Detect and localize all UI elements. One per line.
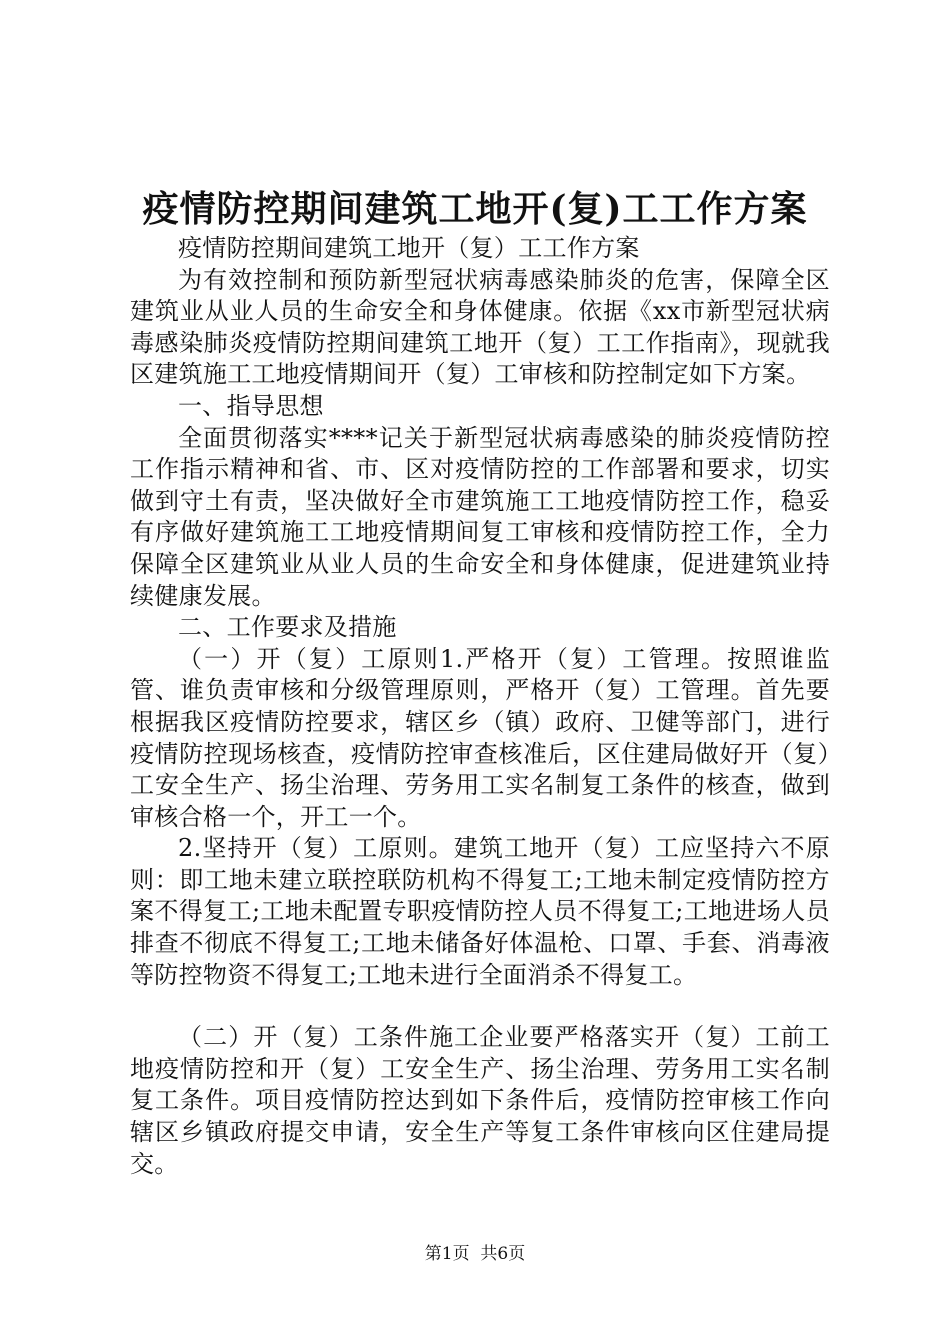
section-heading-guiding-thought: 一、指导思想 bbox=[178, 391, 324, 420]
conditions-paragraph: （二）开（复）工条件施工企业要严格落实开（复）工前工地疫情防控和开（复）工安全生产、扬尘治理、劳务用工实名制复工条件。项目疫情防控达到如下条件后，疫情防控审核工作向辖区乡镇政府提交申请，安全生产等复工条件审核向区住建局提交。 bbox=[130, 1023, 830, 1178]
page-total: 共6页 bbox=[480, 1244, 526, 1264]
document-title: 疫情防控期间建筑工地开(复)工工作方案 bbox=[142, 188, 808, 230]
section-heading-requirements: 二、工作要求及措施 bbox=[178, 613, 397, 642]
guiding-thought-paragraph: 全面贯彻落实****记关于新型冠状病毒感染的肺炎疫情防控工作指示精神和省、市、区对疫情防控的工作部署和要求，切实做到守土有责，坚决做好全市建筑施工工地疫情防控工作，稳妥有序做好建筑施工工地疫情期间复工审核和疫情防控工作，全力保障全区建筑业从业人员的生命安全和身体健康，促进建筑业持续健康发展。 bbox=[130, 423, 830, 610]
subtitle-paragraph: 疫情防控期间建筑工地开（复）工工作方案 bbox=[178, 234, 640, 262]
principle-paragraph-1: （一）开（复）工原则1.严格开（复）工管理。按照谁监管、谁负责审核和分级管理原则，严格开（复）工管理。首先要根据我区疫情防控要求，辖区乡（镇）政府、卫健等部门，进行疫情防控现场核查，疫情防控审查核准后，区住建局做好开（复）工安全生产、扬尘治理、劳务用工实名制复工条件的核查，做到审核合格一个，开工一个。 bbox=[130, 644, 830, 831]
intro-paragraph: 为有效控制和预防新型冠状病毒感染肺炎的危害，保障全区建筑业从业人员的生命安全和身体健康。依据《xx市新型冠状病毒感染肺炎疫情防控期间建筑工地开（复）工工作指南》，现就我区建筑施工工地疫情期间开（复）工审核和防控制定如下方案。 bbox=[130, 265, 830, 389]
page-number: 第1页 bbox=[424, 1244, 470, 1264]
principle-paragraph-2: 2.坚持开（复）工原则。建筑工地开（复）工应坚持六不原则：即工地未建立联控联防机构不得复工;工地未制定疫情防控方案不得复工;工地未配置专职疫情防控人员不得复工;工地进场人员排查不彻底不得复工;工地未储备好体温枪、口罩、手套、消毒液等防控物资不得复工;工地未进行全面消杀不得复工。 bbox=[130, 834, 830, 989]
page-footer bbox=[0, 1243, 950, 1265]
document-body bbox=[130, 233, 830, 1180]
